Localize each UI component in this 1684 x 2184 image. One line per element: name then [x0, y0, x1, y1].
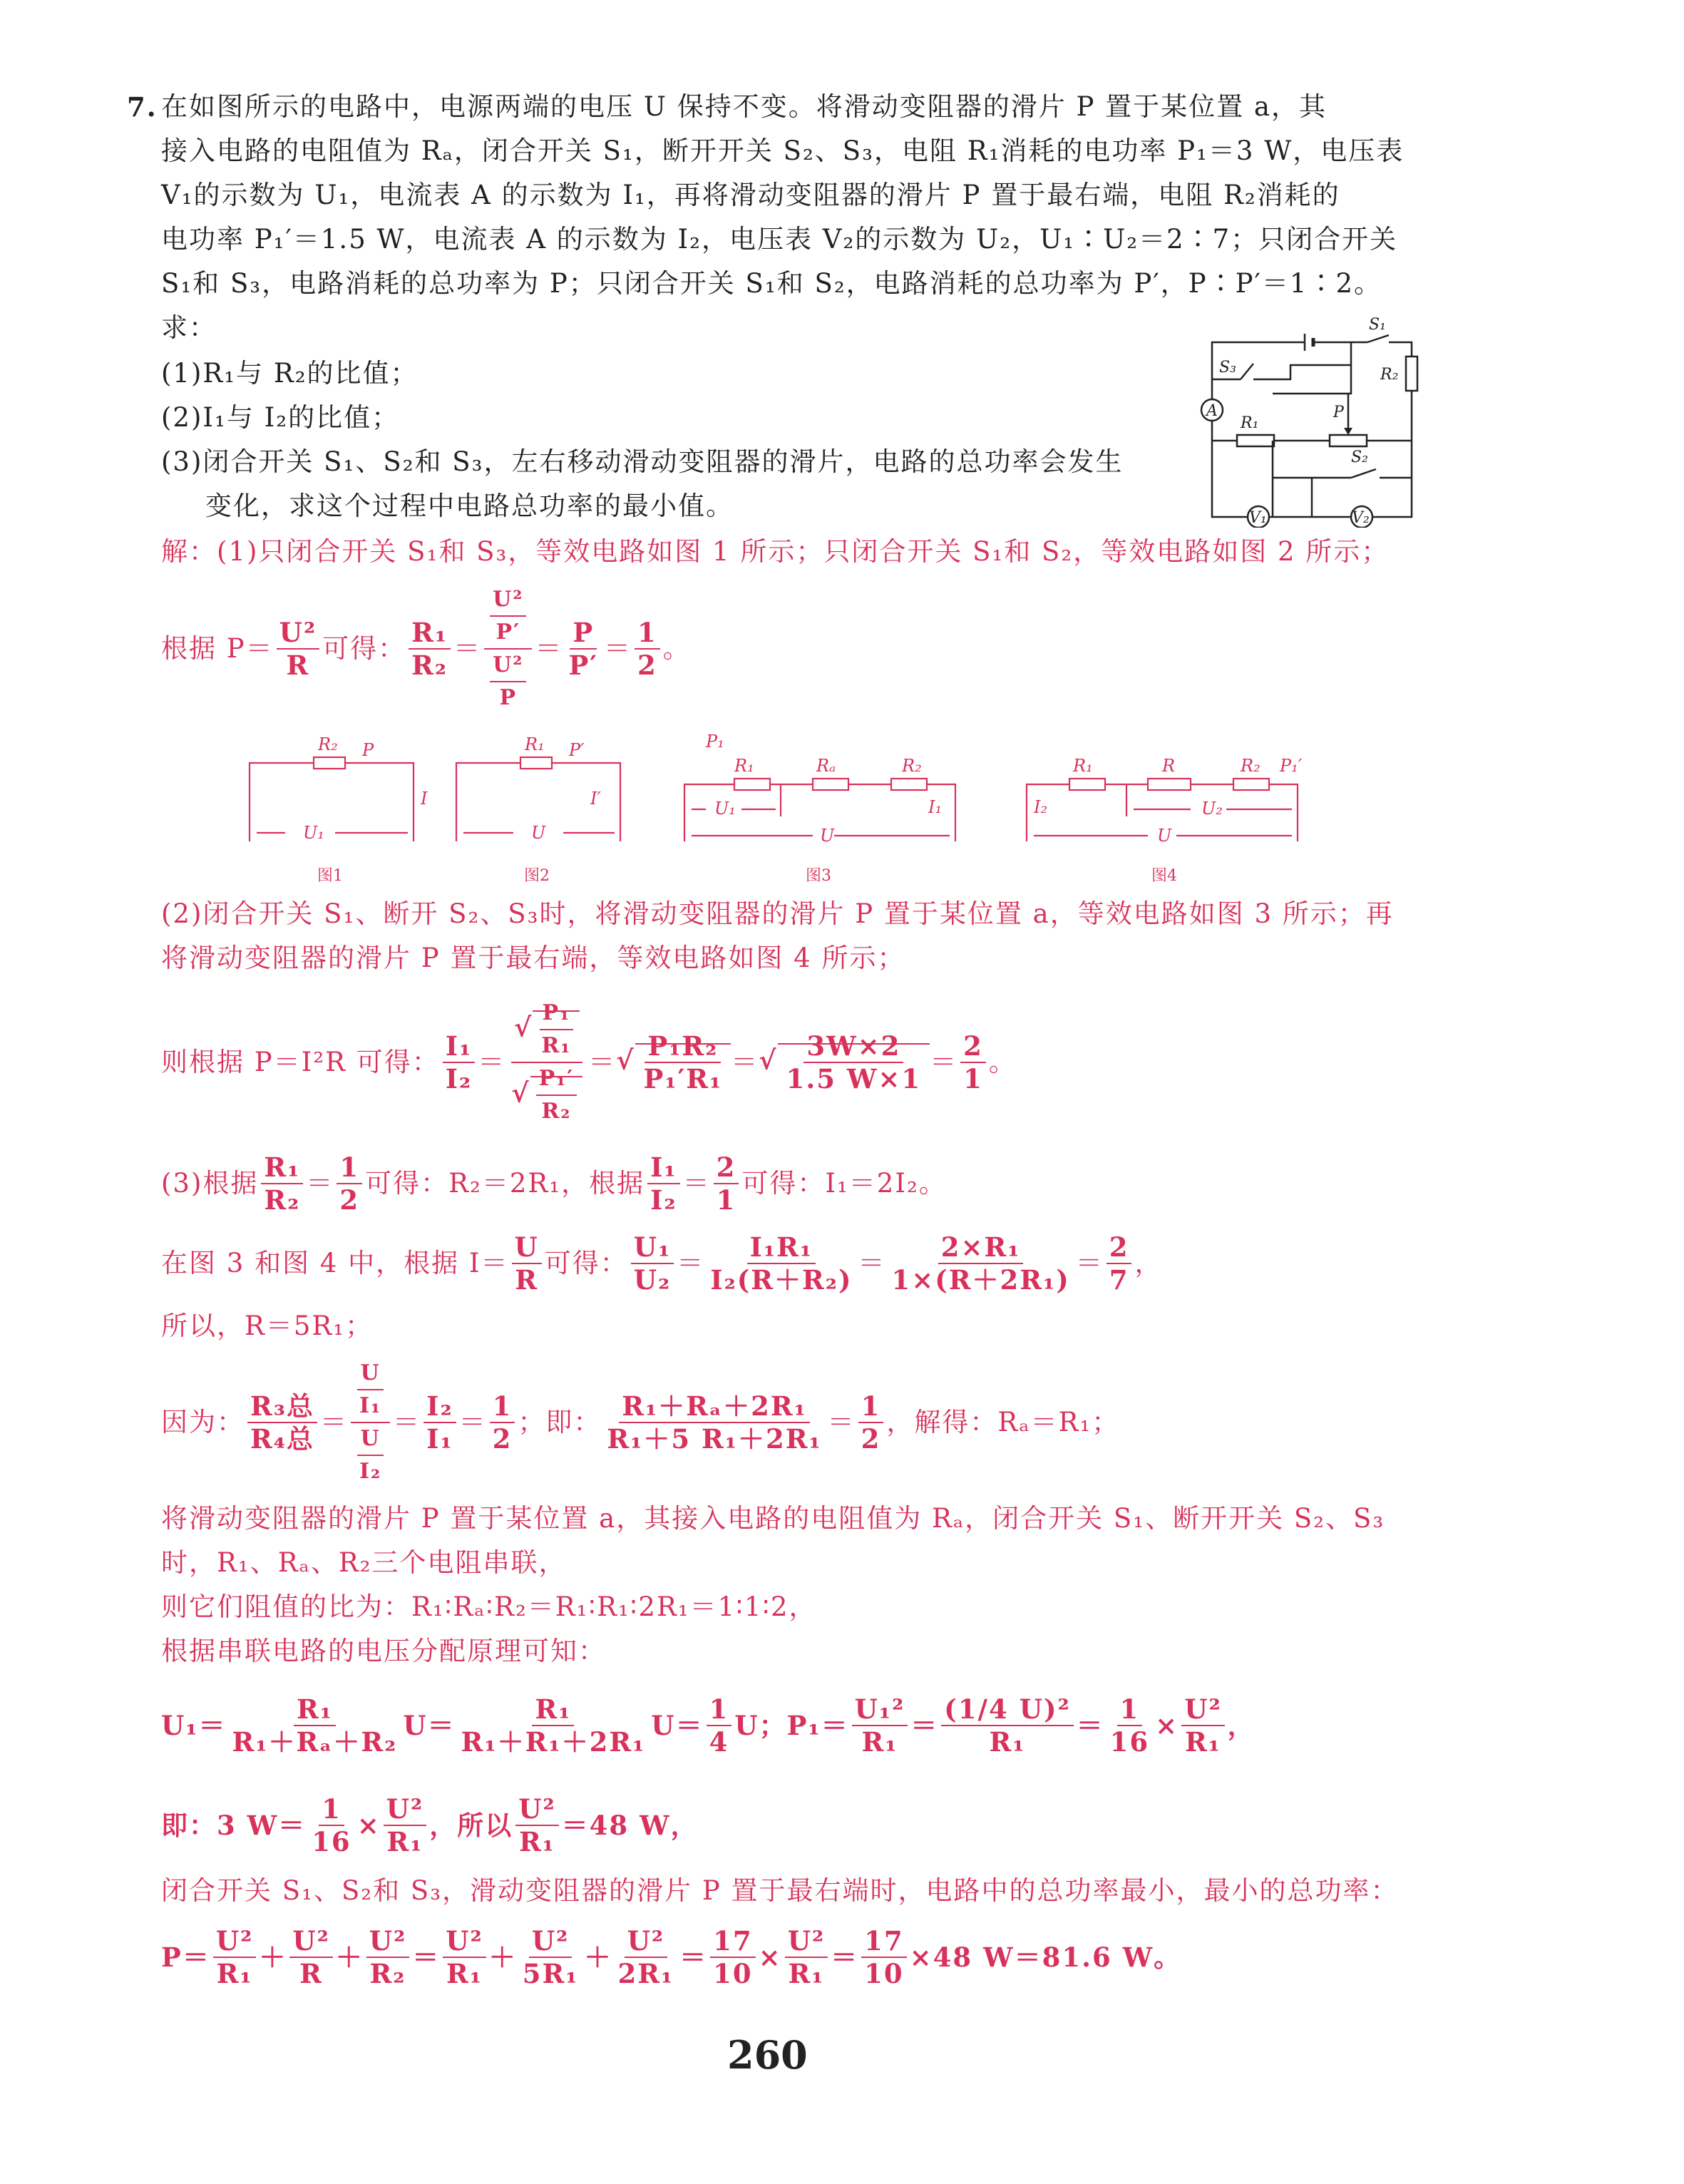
problem-number: 7.: [127, 91, 158, 123]
fig4-r: R: [1162, 756, 1176, 776]
label-r2: R₂: [1380, 366, 1399, 384]
fig3-r1: R₁: [734, 756, 754, 776]
solution-intro: 解：(1)只闭合开关 S₁和 S₃，等效电路如图 1 所示；只闭合开关 S₁和 S₂，等效电路如图 2 所示；: [161, 536, 1390, 567]
fig4-r1: R₁: [1073, 756, 1093, 776]
label-v1: V₁: [1249, 509, 1267, 527]
label-p: P: [1333, 404, 1344, 421]
equation-9: P＝ U² R₁ ＋ U² R ＋ U² R₂ ＝ U² R₁ ＋ U² 5R₁ ＋ U² 2R₁ ＝ 17 10 × U² R₁ ＝ $\frac{17}{10}$ ×48 W＝81.6 W。: [161, 1925, 1182, 1989]
fig1-r: R₂: [318, 734, 338, 754]
fig1-i: I: [421, 789, 428, 809]
paragraph-1: 将滑动变阻器的滑片 P 置于某位置 a，其接入电路的电阻值为 Rₐ，闭合开关 S₁、断开开关 S₂、S₃: [161, 1503, 1385, 1534]
fig2-r: R₁: [525, 734, 545, 754]
equation-1: 根据 P＝ U² R 可得： R₁ R₂ ＝ $\frac{\text{U²}}{P'}$ $\frac{\text{U²}}{P}$ ＝ P P′ ＝ 1 2 。: [161, 585, 691, 713]
question-2: (2)I₁与 I₂的比值；: [161, 402, 400, 433]
fig4-r2: R₂: [1241, 756, 1261, 776]
label-s3: S₃: [1219, 359, 1236, 376]
fig-caption-1: 图1: [317, 867, 343, 885]
part2-line-1: (2)闭合开关 S₁、断开 S₂、S₃时，将滑动变阻器的滑片 P 置于某位置 a，等效电路如图 3 所示；再: [161, 898, 1394, 929]
fig3-ra: Rₐ: [816, 756, 836, 776]
equation-8: 即：3 W＝ 1 16 × U² R₁ ，所以 U² R₁ ＝48 W，: [161, 1793, 699, 1857]
label-s2: S₂: [1351, 448, 1368, 466]
question-3-cont: 变化，求这个过程中电路总功率的最小值。: [205, 491, 734, 521]
problem-line-4: 电功率 P₁′＝1.5 W，电流表 A 的示数为 I₂，电压表 V₂的示数为 U₂，U₁∶U₂＝2∶7；只闭合开关: [161, 224, 1398, 255]
fig2-i: I′: [590, 789, 601, 809]
circuit-diagram: [1198, 314, 1440, 528]
equation-7: U₁＝ R₁ R₁＋Rₐ＋R₂ U ＝ R₁ R₁＋R₁＋2R₁ U ＝ 1 4 U；P₁＝ U₁² R₁ ＝ (1/4 U)² R₁ ＝ 1 16 × U² R₁ ，: [161, 1693, 1256, 1758]
part2-line-2: 将滑动变阻器的滑片 P 置于最右端，等效电路如图 4 所示；: [161, 943, 905, 973]
problem-line-6: 求：: [161, 312, 217, 343]
equation-6: 因为： R₃总 R₄总 ＝ $\frac{U}{\text{I₁}}$ $\frac{U}{\text{I₂}}$ ＝ I₂ I₁ ＝ 1 2 ；即： R₁＋Rₐ＋2R₁ R₁＋5 R₁＋2R₁ ＝ 1 2 ，解得：Rₐ＝R₁；: [161, 1358, 1119, 1487]
page-number: 260: [727, 2032, 808, 2078]
problem-line-5: S₁和 S₃，电路消耗的总功率为 P；只闭合开关 S₁和 S₂，电路消耗的总功率为 P′，P∶P′＝1∶2。: [161, 268, 1382, 299]
fig3-i: I₁: [928, 797, 943, 817]
paragraph-3: 则它们阻值的比为：R₁∶Rₐ∶R₂＝R₁∶R₁∶2R₁＝1∶1∶2，: [161, 1591, 817, 1622]
fig4-p: P₁′: [1280, 756, 1303, 776]
paragraph-2: 时，R₁、Rₐ、R₂三个电阻串联，: [161, 1547, 567, 1578]
fig3-r2: R₂: [902, 756, 922, 776]
problem-line-2: 接入电路的电阻值为 Rₐ，闭合开关 S₁，断开开关 S₂、S₃，电阻 R₁消耗的电功率 P₁＝3 W，电压表: [161, 135, 1405, 166]
fig2-u: U: [531, 823, 546, 843]
label-s1: S₁: [1369, 316, 1386, 334]
equation-2: 则根据 P＝I²R 可得： I₁ I₂ ＝ √ $\frac{\text{P₁}}{\text{R₁}}$ √ $\frac{\text{P₁′}}{\text{R₂}}$ ＝ √ $\frac{\text{P₁R₂}}{\text{P₁′R₁}}$ ＝ √ $\frac{3W\times 2}{1.5 W\times 1}$ ＝ 2 1 。: [161, 991, 1017, 1134]
fig4-i: I₂: [1034, 797, 1048, 817]
equation-3: (3)根据 R₁ R₂ ＝ 1 2 可得：R₂＝2R₁，根据 I₁ I₂ ＝ 2 1 可得：I₁＝2I₂。: [161, 1152, 947, 1216]
label-a: A: [1206, 402, 1218, 420]
problem-line-3: V₁的示数为 U₁，电流表 A 的示数为 I₁，再将滑动变阻器的滑片 P 置于最右端，电阻 R₂消耗的: [161, 180, 1340, 210]
paragraph-5: 闭合开关 S₁、S₂和 S₃，滑动变阻器的滑片 P 置于最右端时，电路中的总功率最小，最小的总功率：: [161, 1875, 1399, 1906]
fig3-u1: U₁: [714, 799, 736, 819]
fig4-u: U: [1157, 826, 1172, 846]
paragraph-4: 根据串联电路的电压分配原理可知：: [161, 1636, 606, 1666]
fig1-u: U₁: [303, 823, 324, 843]
label-r1: R₁: [1241, 414, 1259, 432]
equation-5: 所以，R＝5R₁；: [161, 1311, 374, 1341]
question-3: (3)闭合开关 S₁、S₂和 S₃，左右移动滑动变阻器的滑片，电路的总功率会发生: [161, 446, 1124, 477]
question-1: (1)R₁与 R₂的比值；: [161, 358, 419, 389]
fig-caption-2: 图2: [524, 867, 550, 885]
fig4-u2: U₂: [1201, 799, 1223, 819]
label-v2: V₂: [1352, 509, 1370, 527]
equivalent-circuits: [242, 727, 1355, 891]
equation-4: 在图 3 和图 4 中，根据 I＝ U R 可得： U₁ U₂ ＝ I₁R₁ I₂(R＋R₂) ＝ 2×R₁ 1×(R＋2R₁) ＝ 2 7 ，: [161, 1231, 1163, 1296]
fig-caption-4: 图4: [1151, 867, 1177, 885]
fig-caption-3: 图3: [806, 867, 831, 885]
problem-line-1: 在如图所示的电路中，电源两端的电压 U 保持不变。将滑动变阻器的滑片 P 置于某位置 a，其: [161, 91, 1327, 122]
fig1-p: P: [362, 740, 374, 760]
fig2-p: P′: [569, 740, 585, 760]
fig3-u: U: [820, 826, 835, 846]
fig3-p: P₁: [706, 732, 724, 752]
